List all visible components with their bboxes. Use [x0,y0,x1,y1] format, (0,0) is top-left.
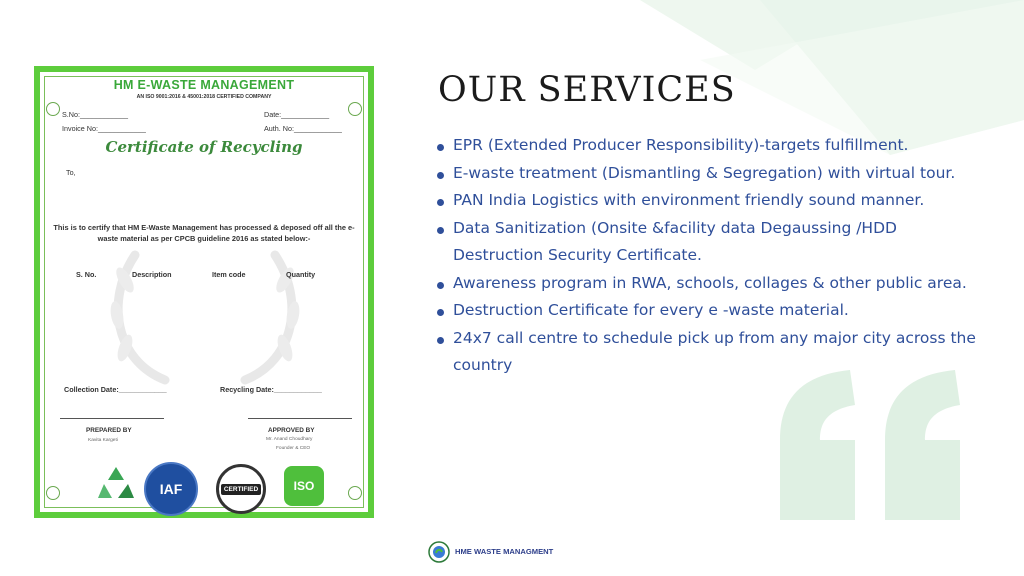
service-item [436,325,976,380]
quote-mark-icon [770,360,980,520]
service-text: Data Sanitization (Onsite &facility data Degaussing /HDD Destruction Security Certificate. [453,218,897,264]
certificate-prepared-name: Kavita Kargeti [88,438,118,443]
corner-ornament [46,486,60,500]
certificate-col-quantity: Quantity [286,270,316,279]
services-list [436,132,976,380]
certificate-collection-date: Collection Date:____________ [64,385,167,394]
recycling-certificate-image [34,66,374,518]
service-item [436,215,976,270]
certificate-body: This is to certify that HM E-Waste Management has processed & deposed off all the e-waste material as per CPCB guideline 2016 as stated below:- [53,223,355,243]
prepared-signature-line [60,418,164,419]
corner-ornament [46,102,60,116]
approved-signature-line [248,418,352,419]
service-item [436,297,976,325]
corner-ornament [348,102,362,116]
service-text: E-waste treatment (Dismantling & Segregation) with virtual tour. [453,163,956,182]
certificate-approved-by: APPROVED BY [268,427,315,434]
bullet-icon [437,199,444,206]
certificate-company: HM E-WASTE MANAGEMENT [113,78,295,92]
page-title: OUR SERVICES [438,70,736,110]
iaf-logo-text: IAF [159,481,183,497]
bullet-icon [437,172,444,179]
bullet-icon [437,144,444,151]
certificate-auth: Auth. No:____________ [264,124,342,133]
iso-logo [284,466,324,506]
certified-seal-text: CERTIFIED [221,484,261,495]
certificate-heading: Certificate of Recycling [105,138,303,156]
service-text: EPR (Extended Producer Responsibility)-targets fulfillment. [453,136,909,154]
footer-logo-icon [428,541,450,563]
service-text: Awareness program in RWA, schools, collages & other public area. [453,273,967,292]
certificate-col-sno: S. No. [76,270,97,279]
bullet-icon [437,309,444,316]
service-item [436,132,976,160]
footer-brand: HME WASTE MANAGMENT [455,547,554,556]
service-item [436,160,976,188]
bullet-icon [437,282,444,289]
certificate-sno: S.No:____________ [62,110,128,119]
iso-logo-text: ISO [293,479,315,493]
certificate-col-description: Description [132,270,172,279]
certificate-approved-name: Mr. Anand Choudhary [266,437,313,442]
wreath-icon [95,240,315,390]
certificate-approved-role: Founder & CEO [276,446,311,451]
certificate-iso-line: AN ISO 9001:2016 & 45001:2018 CERTIFIED COMPANY [136,94,272,100]
certificate-prepared-by: PREPARED BY [86,427,132,434]
bullet-icon [437,337,444,344]
service-item [436,187,976,215]
certificate-date: Date:____________ [264,110,330,119]
bullet-icon [437,227,444,234]
recycle-icon [94,464,138,504]
service-item [436,270,976,298]
service-text: 24x7 call centre to schedule pick up from any major city across the country [453,328,976,374]
corner-ornament [348,486,362,500]
iaf-logo [144,462,198,516]
certificate-invoice: Invoice No:____________ [62,124,146,133]
certified-seal [216,464,266,514]
certificate-to: To, [66,168,76,177]
certificate-col-itemcode: Item code [212,270,246,279]
certificate-recycling-date: Recycling Date:____________ [220,385,322,394]
service-text: PAN India Logistics with environment friendly sound manner. [453,191,925,209]
service-text: Destruction Certificate for every e -waste material. [453,301,849,319]
